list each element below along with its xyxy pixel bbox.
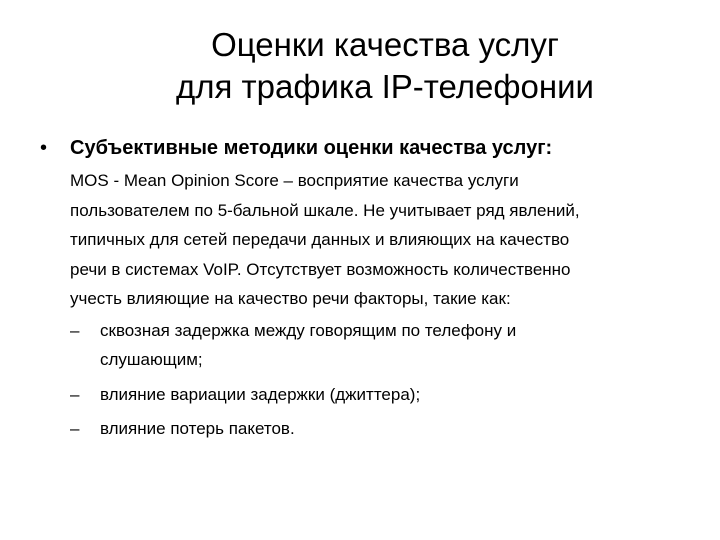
body-line-3: типичных для сетей передачи данных и влияющих на качество	[70, 230, 570, 249]
sub-item-line-2: слушающим;	[100, 350, 203, 369]
sub-item-text	[100, 316, 680, 374]
slide-title-line-1: Оценки качества услуг	[211, 26, 559, 63]
bullet-marker: •	[40, 137, 48, 159]
slide-title	[150, 24, 620, 108]
sub-item-dash: –	[70, 419, 80, 438]
sub-item-dash: –	[70, 385, 80, 404]
sub-item-text	[100, 414, 680, 443]
sub-item-line-1: влияние вариации задержки (джиттера);	[100, 385, 421, 404]
bullet-heading: Субъективные методики оценки качества услуг:	[70, 137, 553, 159]
slide-title-line-2: для трафика IP-телефонии	[175, 68, 594, 105]
body-paragraph	[70, 166, 710, 314]
sub-item-line-1: сквозная задержка между говорящим по телефону и	[100, 321, 517, 340]
body-line-4: речи в системах VoIP. Отсутствует возможность количественно	[70, 259, 571, 279]
sub-item-dash: –	[70, 321, 80, 340]
sub-item-line-1: влияние потерь пакетов.	[100, 419, 295, 438]
body-line-2: пользователем по 5-бальной шкале. Не учитывает ряд явлений,	[70, 200, 580, 220]
body-line-5: учесть влияющие на качество речи факторы, такие как:	[70, 289, 511, 308]
sub-item-text	[100, 380, 680, 409]
body-line-1: MOS - Mean Opinion Score – восприятие качества услуги	[70, 171, 519, 190]
